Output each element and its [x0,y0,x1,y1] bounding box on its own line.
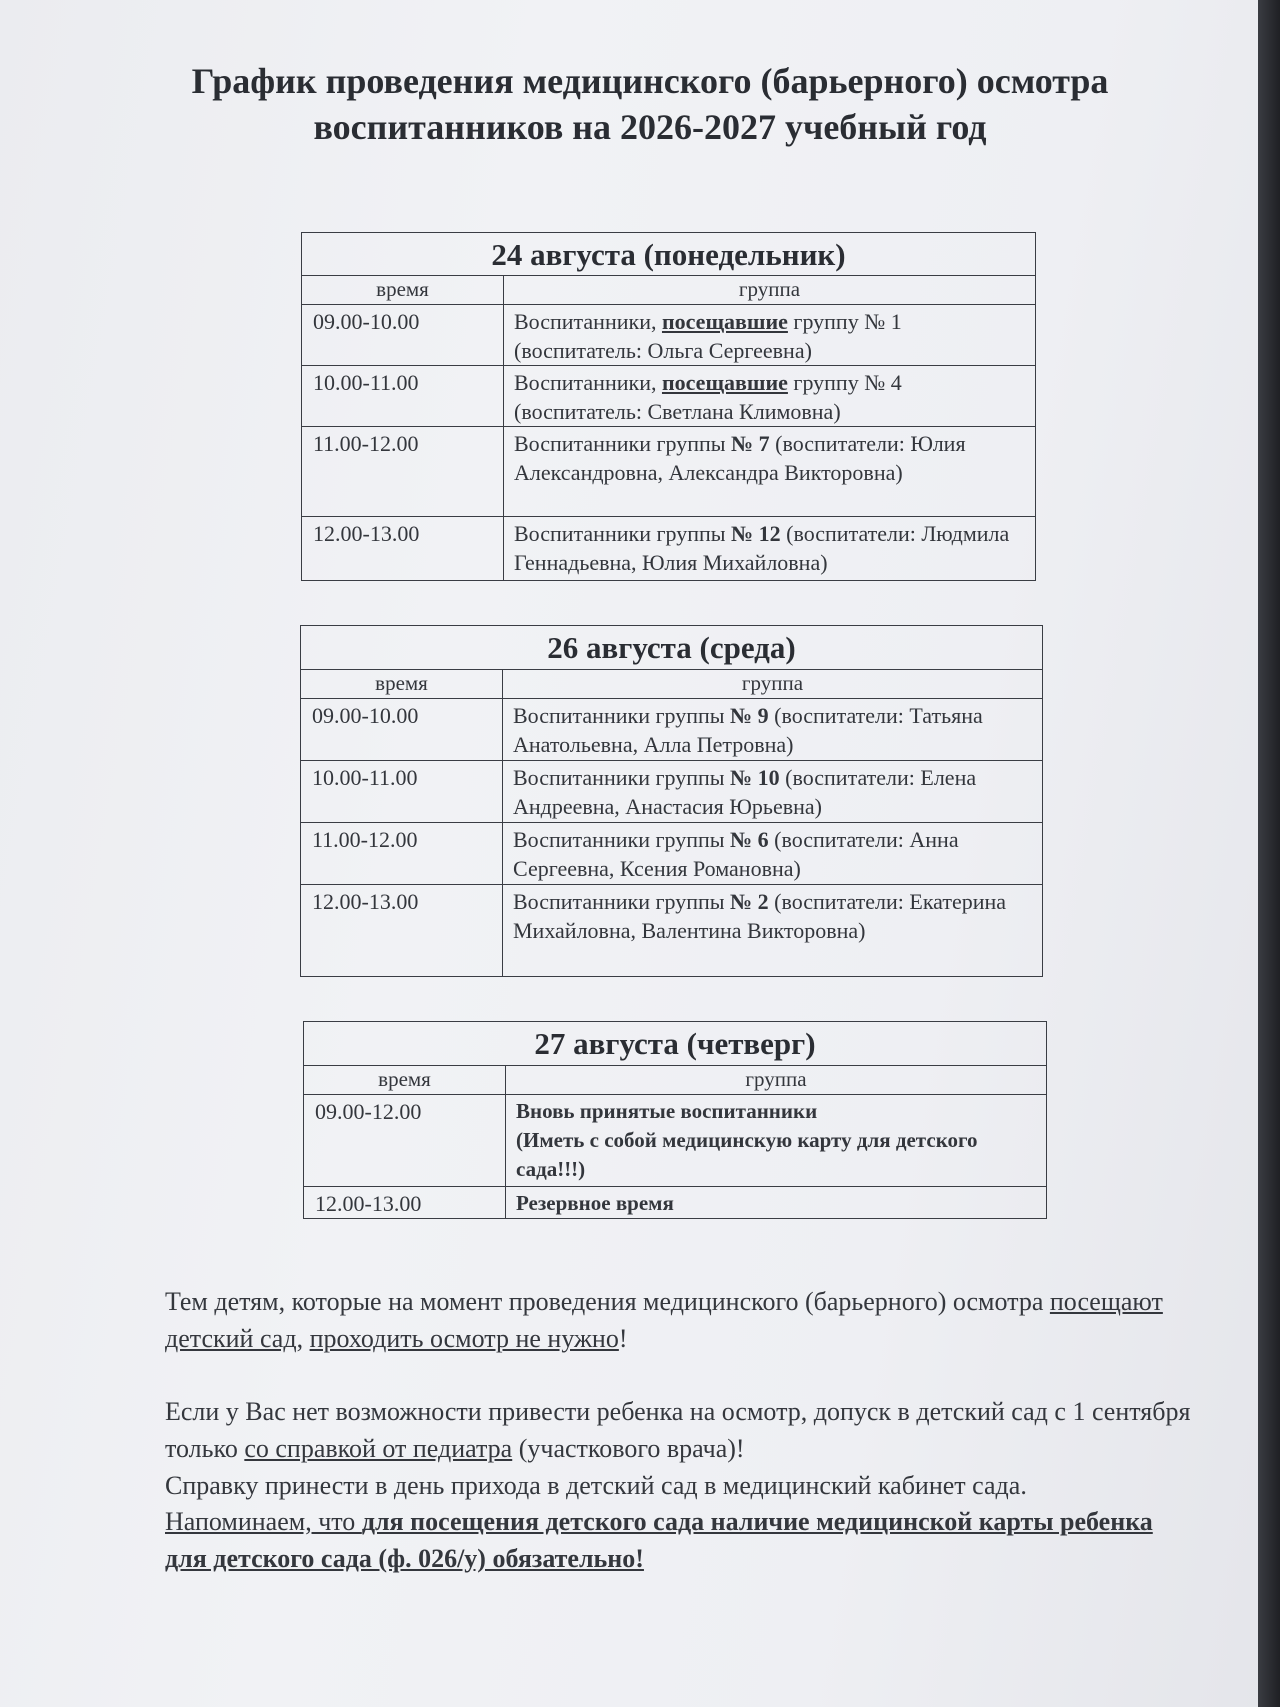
day-heading: 24 августа (понедельник) [302,233,1036,276]
note-text: (участкового врача)! [512,1434,745,1463]
time-cell: 12.00-13.00 [302,517,504,581]
table-row [301,699,1043,761]
time-cell: 12.00-13.00 [304,1187,506,1219]
note-underlined-text: проходить осмотр не нужно [309,1324,619,1353]
teacher-text: (воспитатели: Елена Андреевна, Анастасия Юрьевна) [513,765,977,819]
table-row [301,761,1043,823]
note-text: , [296,1324,310,1353]
group-cell [503,823,1043,885]
group-emphasis: посещавшие [661,309,788,334]
column-header-group: группа [504,276,1036,305]
note-underlined-text: со справкой от педиатра [244,1434,513,1463]
time-cell: 11.00-12.00 [301,823,503,885]
time-cell: 11.00-12.00 [302,427,504,517]
note-text: Тем детям, которые на момент проведения медицинского (барьерного) осмотра [165,1287,1050,1316]
group-cell [506,1095,1047,1187]
time-cell: 09.00-12.00 [304,1095,506,1187]
page-title [120,58,1180,150]
group-text: Воспитанники, [514,370,662,395]
schedule-table-aug-26 [300,625,1043,977]
table-row [301,823,1043,885]
group-number: № 12 [731,521,781,546]
note-medical-card-reminder [165,1503,1200,1577]
table-row [302,427,1036,517]
teacher-text: (воспитатели: Анна Сергеевна, Ксения Романовна) [513,827,959,881]
column-header-group: группа [506,1066,1047,1095]
table-row [304,1095,1047,1187]
note-text: Справку принести в день прихода в детский сад в медицинский кабинет сада. [165,1471,1027,1500]
group-emphasis: посещавшие [661,370,788,395]
group-text: Воспитанники группы [513,827,731,852]
group-cell [503,699,1043,761]
group-text: Вновь принятые воспитанники [516,1099,818,1123]
group-note: (Иметь с собой медицинскую карту для детского сада!!!) [516,1128,978,1181]
time-cell: 09.00-10.00 [301,699,503,761]
column-header-time: время [304,1066,506,1095]
teacher-text: (воспитатель: Светлана Климовна) [514,399,841,424]
teacher-text: (воспитатели: Людмила Геннадьевна, Юлия Михайловна) [514,521,1010,575]
teacher-text: (воспитатель: Ольга Сергеевна) [514,338,812,363]
group-number: № 7 [731,431,770,456]
teacher-text: (воспитатели: Юлия Александровна, Александра Викторовна) [514,431,966,485]
schedule-table-aug-24 [301,232,1036,581]
group-text: Воспитанники группы [513,889,731,914]
group-text: группу № 4 [787,370,902,395]
day-heading: 27 августа (четверг) [304,1022,1047,1066]
group-number: № 10 [730,765,780,790]
note-underlined-text: Напоминаем, что [165,1507,362,1536]
table-row [304,1187,1047,1219]
group-cell [504,517,1036,581]
title-line-2: воспитанников на 2026-2027 учебный год [313,107,987,147]
time-cell: 10.00-11.00 [302,366,504,427]
group-cell [503,761,1043,823]
group-text: Воспитанники группы [513,703,731,728]
time-cell: 12.00-13.00 [301,885,503,977]
group-number: № 2 [730,889,769,914]
teacher-text: (воспитатели: Татьяна Анатольевна, Алла Петровна) [513,703,983,757]
column-header-time: время [301,670,503,699]
group-text: группу № 1 [787,309,902,334]
column-header-group: группа [503,670,1043,699]
group-cell [504,366,1036,427]
column-header-time: время [302,276,504,305]
day-heading: 26 августа (среда) [301,626,1043,670]
time-cell: 09.00-10.00 [302,305,504,366]
table-row [302,305,1036,366]
group-text: Воспитанники, [514,309,662,334]
note-underlined-text: посещают детский сад [165,1287,1163,1353]
group-cell [504,305,1036,366]
table-row [302,366,1036,427]
note-text: Если у Вас нет возможности привести ребенка на осмотр, допуск в детский сад с 1 сентября только [165,1397,1191,1463]
note-bold-underlined-text: для посещения детского сада наличие медицинской карты ребенка для детского сада (ф. 026/у) обязательно! [165,1507,1153,1573]
group-number: № 6 [730,827,769,852]
schedule-table-aug-27 [303,1021,1047,1219]
page-edge-shadow [1258,0,1280,1707]
group-number: № 9 [730,703,769,728]
note-no-exam-needed [165,1283,1200,1357]
table-row [302,517,1036,581]
group-cell [504,427,1036,517]
time-cell: 10.00-11.00 [301,761,503,823]
group-cell [503,885,1043,977]
group-cell: Резервное время [506,1187,1047,1219]
group-text: Воспитанники группы [514,521,732,546]
note-pediatrician-certificate [165,1393,1200,1504]
title-line-1: График проведения медицинского (барьерного) осмотра [191,61,1109,101]
group-text: Воспитанники группы [514,431,732,456]
table-row [301,885,1043,977]
teacher-text: (воспитатели: Екатерина Михайловна, Валентина Викторовна) [513,889,1007,943]
note-text: ! [618,1324,628,1353]
group-text: Воспитанники группы [513,765,731,790]
